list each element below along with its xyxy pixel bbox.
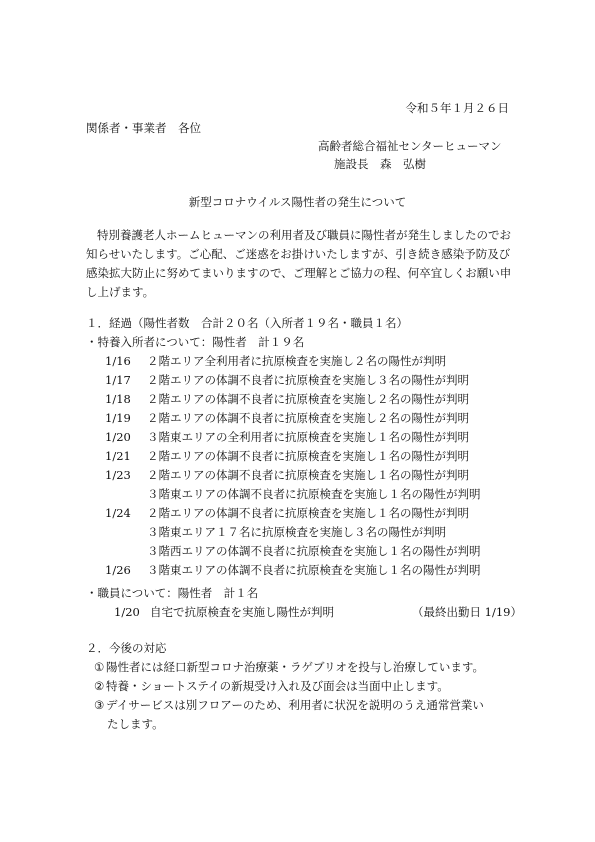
timeline-text: ３階東エリアの体調不良者に抗原検査を実施し１名の陽性が判明 bbox=[147, 563, 481, 577]
timeline-date: 1/19 bbox=[105, 411, 131, 425]
staff-text: 自宅で抗原検査を実施し陽性が判明 bbox=[150, 605, 334, 619]
timeline-text: ２階エリアの体調不良者に抗原検査を実施し２名の陽性が判明 bbox=[147, 411, 469, 425]
timeline-text: ２階エリアの体調不良者に抗原検査を実施し１名の陽性が判明 bbox=[147, 506, 469, 520]
timeline-text: ２階エリア全利用者に抗原検査を実施し２名の陽性が判明 bbox=[147, 354, 446, 368]
item-marker: ② bbox=[94, 679, 105, 693]
organization-name: 高齢者総合福祉センターヒューマン bbox=[318, 139, 502, 153]
timeline-text: ３階東エリアの体調不良者に抗原検査を実施し１名の陽性が判明 bbox=[147, 487, 481, 501]
director-signature bbox=[334, 159, 426, 171]
timeline-text: ３階西エリアの体調不良者に抗原検査を実施し１名の陽性が判明 bbox=[147, 544, 481, 558]
document-date: 令和５年１月２６日 bbox=[405, 101, 509, 115]
response-item-continuation: たします。 bbox=[107, 717, 164, 731]
timeline-date: 1/23 bbox=[105, 468, 131, 482]
item-text: 陽性者には経口新型コロナ治療薬・ラゲブリオを投与し治療しています。 bbox=[106, 660, 485, 674]
timeline-date: 1/20 bbox=[105, 430, 131, 444]
timeline-text: ２階エリアの体調不良者に抗原検査を実施し３名の陽性が判明 bbox=[147, 373, 469, 387]
item-marker: ③ bbox=[94, 698, 105, 712]
response-item bbox=[94, 662, 484, 674]
residents-heading: ・特養入所者について：陽性者 計１９名 bbox=[86, 335, 305, 349]
section-2-heading: ２．今後の対応 bbox=[86, 641, 167, 655]
timeline-date: 1/24 bbox=[105, 506, 131, 520]
director-name: 森 弘樹 bbox=[380, 157, 426, 171]
timeline-date: 1/26 bbox=[105, 563, 131, 577]
last-workday-note: （最終出勤日 1/19） bbox=[412, 605, 522, 619]
timeline-text: ２階エリアの体調不良者に抗原検査を実施し１名の陽性が判明 bbox=[147, 468, 469, 482]
item-marker: ① bbox=[94, 660, 105, 674]
item-text: 特養・ショートステイの新規受け入れ及び面会は当面中止します。 bbox=[106, 679, 449, 693]
timeline-text: ３階東エリアの全利用者に抗原検査を実施し１名の陽性が判明 bbox=[147, 430, 469, 444]
response-item bbox=[94, 681, 449, 693]
timeline-text: ２階エリアの体調不良者に抗原検査を実施し１名の陽性が判明 bbox=[147, 449, 469, 463]
timeline-date: 1/21 bbox=[105, 449, 131, 463]
director-title: 施設長 bbox=[334, 157, 369, 171]
addressee: 関係者・事業者 各位 bbox=[86, 121, 201, 135]
staff-date: 1/20 bbox=[114, 605, 140, 619]
item-text: デイサービスは別フロアーのため、利用者に状況を説明のうえ通常営業い bbox=[106, 698, 484, 712]
timeline-text: ２階エリアの体調不良者に抗原検査を実施し２名の陽性が判明 bbox=[147, 392, 469, 406]
timeline-date: 1/16 bbox=[105, 354, 131, 368]
timeline-date: 1/17 bbox=[105, 373, 131, 387]
section-1-heading: １．経過（陽性者数 合計２０名（入所者１９名・職員１名） bbox=[86, 316, 408, 330]
intro-paragraph: 特別養護老人ホームヒューマンの利用者及び職員に陽性者が発生しましたのでお知らせいたします。ご心配、ご迷惑をお掛けいたしますが、引き続き感染予防及び感染拡大防止に努めてまいりますので、ご理解とご協力の程、何卒宜しくお願い申し上げます。 bbox=[86, 228, 512, 299]
staff-heading: ・職員について：陽性者 計１名 bbox=[86, 586, 259, 600]
document-title: 新型コロナウイルス陽性者の発生について bbox=[188, 195, 407, 209]
timeline-text: ３階東エリア１７名に抗原検査を実施し３名の陽性が判明 bbox=[147, 525, 446, 539]
timeline-date: 1/18 bbox=[105, 392, 131, 406]
response-item bbox=[94, 700, 484, 712]
